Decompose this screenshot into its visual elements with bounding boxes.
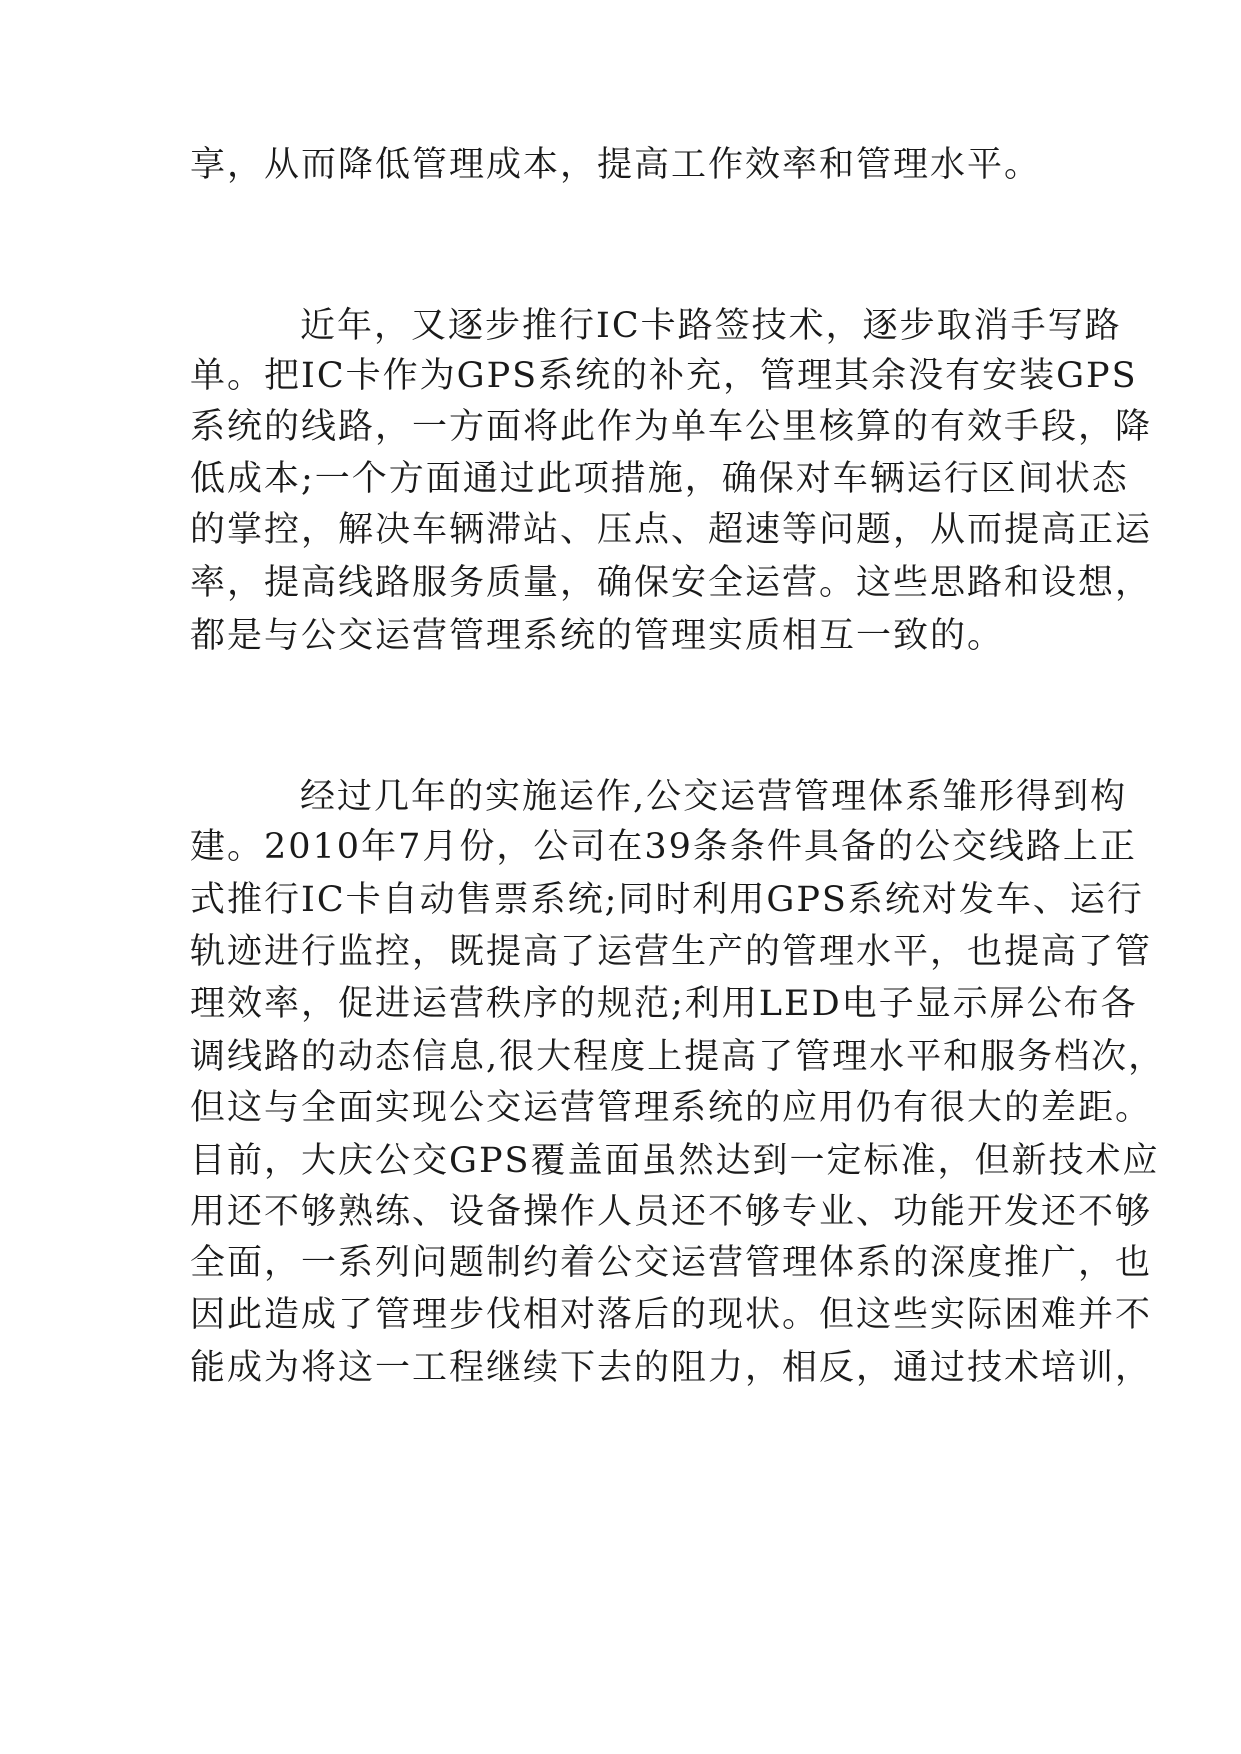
paragraph-3-line-10: 全面，一系列问题制约着公交运营管理体系的深度推广，也 <box>190 1243 1153 1283</box>
paragraph-3-line-5: 理效率，促进运营秩序的规范;利用LED电子显示屏公布各 <box>190 984 1138 1024</box>
paragraph-3-line-2: 建。2010年7月份，公司在39条条件具备的公交线路上正 <box>190 827 1137 867</box>
paragraph-3-line-9: 用还不够熟练、设备操作人员还不够专业、功能开发还不够 <box>190 1192 1153 1232</box>
paragraph-3-line-1: 经过几年的实施运作,公交运营管理体系雏形得到构 <box>300 777 1128 817</box>
paragraph-3-line-12: 能成为将这一工程继续下去的阻力，相反，通过技术培训， <box>190 1348 1153 1388</box>
paragraph-2-line-7: 都是与公交运营管理系统的管理实质相互一致的。 <box>190 616 1005 656</box>
paragraph-2-line-4: 低成本;一个方面通过此项措施，确保对车辆运行区间状态 <box>190 459 1129 499</box>
paragraph-3-line-8: 目前，大庆公交GPS覆盖面虽然达到一定标准，但新技术应 <box>190 1141 1160 1181</box>
paragraph-1-line-1: 享，从而降低管理成本，提高工作效率和管理水平。 <box>190 145 1042 185</box>
paragraph-2-line-3: 系统的线路，一方面将此作为单车公里核算的有效手段，降 <box>190 407 1153 447</box>
paragraph-2-line-2: 单。把IC卡作为GPS系统的补充，管理其余没有安装GPS <box>190 356 1138 396</box>
paragraph-3-line-6: 调线路的动态信息,很大程度上提高了管理水平和服务档次， <box>190 1037 1166 1077</box>
paragraph-2-line-5: 的掌控，解决车辆滞站、压点、超速等问题，从而提高正运 <box>190 510 1153 550</box>
paragraph-2-line-6: 率，提高线路服务质量，确保安全运营。这些思路和设想， <box>190 563 1153 603</box>
paragraph-3-line-4: 轨迹进行监控，既提高了运营生产的管理水平，也提高了管 <box>190 932 1153 972</box>
paragraph-3-line-7: 但这与全面实现公交运营管理系统的应用仍有很大的差距。 <box>190 1088 1153 1128</box>
paragraph-3-line-3: 式推行IC卡自动售票系统;同时利用GPS系统对发车、运行 <box>190 880 1144 920</box>
paragraph-3-line-11: 因此造成了管理步伐相对落后的现状。但这些实际困难并不 <box>190 1295 1153 1335</box>
paragraph-2-line-1: 近年，又逐步推行IC卡路签技术，逐步取消手写路 <box>300 306 1122 346</box>
